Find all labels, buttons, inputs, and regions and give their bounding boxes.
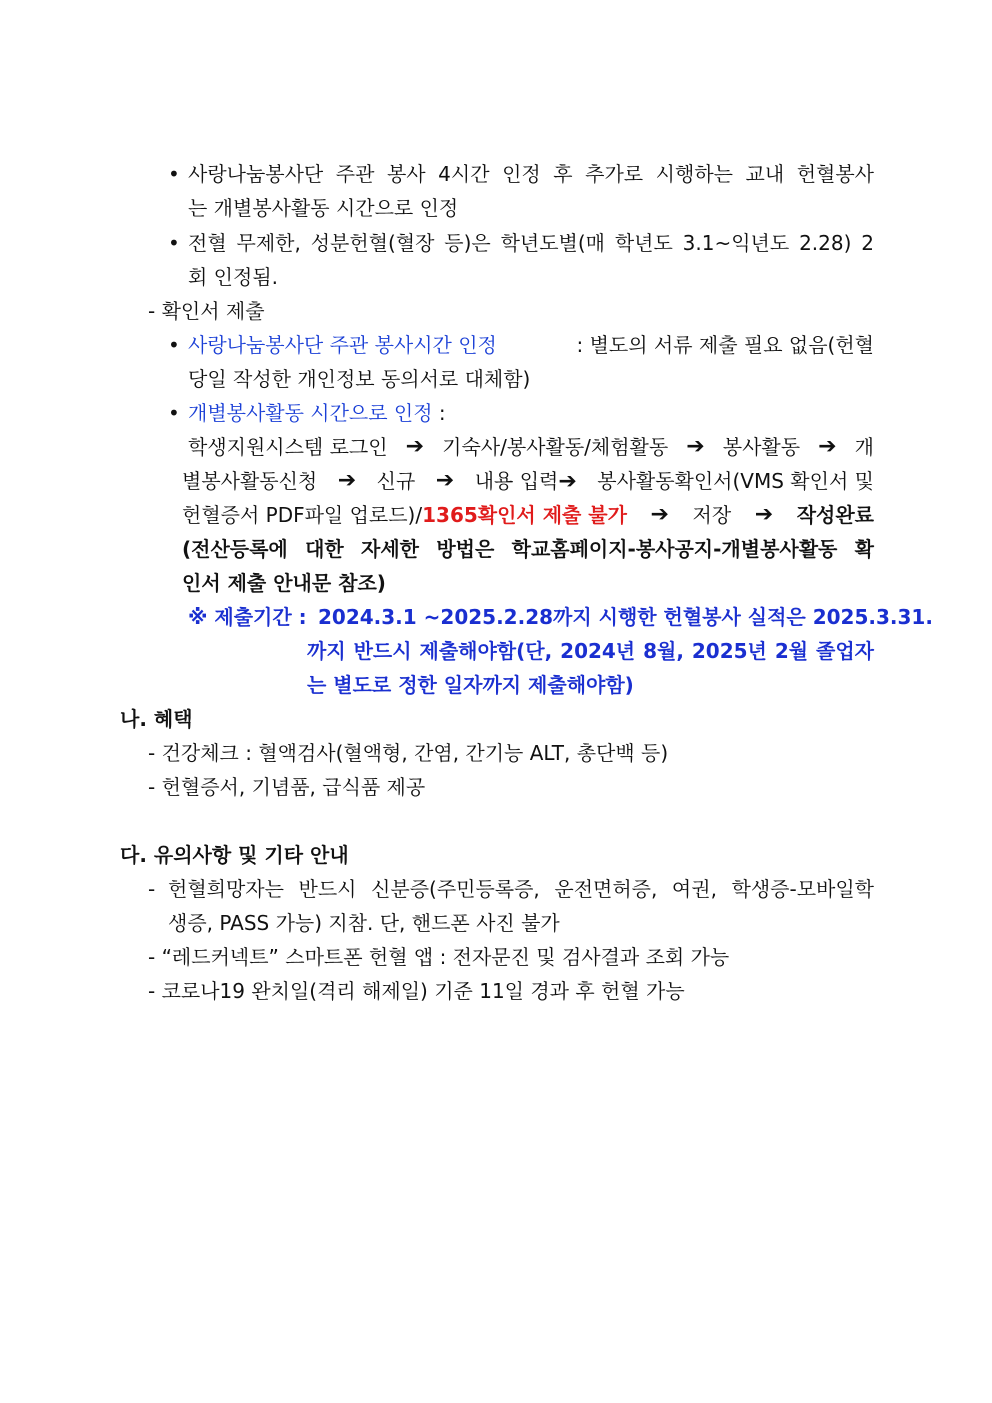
notes-item3: - 코로나19 완치일(격리 해제일) 기준 11일 경과 후 헌혈 가능 (148, 979, 685, 1003)
step-volunteer: 봉사활동 (722, 435, 801, 459)
arrow-right-icon: ➔ (337, 468, 357, 493)
arrow-right-icon: ➔ (818, 434, 837, 459)
step-upload: 헌혈증서 PDF파일 업로드)/1365확인서 제출 불가 (182, 503, 627, 527)
arrow-right-icon: ➔ (754, 502, 774, 527)
submission-heading: - 확인서 제출 (148, 299, 265, 323)
step-complete: 작성완료 (796, 503, 874, 527)
benefits-heading: 나. 혜택 (120, 707, 193, 731)
submission-note-line2: 인서 제출 안내문 참조) (182, 571, 386, 595)
submission-item1-highlight: 사랑나눔봉사단 주관 봉사시간 인정 (188, 333, 497, 357)
step-menu: 기숙사/봉사활동/체험활동 (442, 435, 669, 459)
notes-item1-line1: 헌혈희망자는 반드시 신분증(주민등록증, 운전면허증, 여권, 학생증-모바일학 (168, 877, 874, 901)
submission-item2-rest: : (432, 401, 446, 425)
benefits-item2: - 헌혈증서, 기념품, 급식품 제공 (148, 775, 426, 799)
notes-heading: 다. 유의사항 및 기타 안내 (120, 843, 349, 867)
recognition-bullet1-line2: 는 개별봉사활동 시간으로 인정 (188, 196, 459, 220)
notes-item2: - “레드커넥트” 스마트폰 헌혈 앱 : 전자문진 및 검사결과 조회 가능 (148, 945, 730, 969)
dash-marker: - (148, 877, 156, 901)
notes-item1-line2: 생증, PASS 가능) 지참. 단, 핸드폰 사진 불가 (168, 911, 560, 935)
arrow-right-icon: ➔ (405, 434, 425, 459)
recognition-bullet2-line2: 회 인정됨. (188, 265, 278, 289)
period-line3: 는 별도로 정한 일자까지 제출해야함) (307, 673, 634, 697)
steps-line3 (182, 498, 874, 532)
period-label: ※ 제출기간 : (188, 605, 307, 629)
arrow-right-icon: ➔ (650, 502, 669, 527)
submission-item1-rest: : 별도의 서류 제출 필요 없음(헌혈 (576, 333, 874, 357)
warning-1365-not-accepted: 1365확인서 제출 불가 (422, 503, 627, 527)
recognition-bullet2-line1: 전혈 무제한, 성분헌혈(혈장 등)은 학년도별(매 학년도 3.1~익년도 2.28) 2 (188, 231, 874, 255)
bullet-icon: • (168, 333, 180, 357)
bullet-icon: • (168, 231, 180, 255)
steps-line2 (182, 464, 874, 498)
period-line1: 2024.3.1 ~2025.2.28까지 시행한 헌혈봉사 실적은 2025.3.31. (318, 605, 933, 629)
step-input: 내용 입력➔ (474, 469, 577, 494)
bullet-icon: • (168, 162, 180, 186)
arrow-right-icon: ➔ (435, 468, 455, 493)
arrow-right-icon: ➔ (686, 434, 705, 459)
submission-item2-highlight: 개별봉사활동 시간으로 인정 (188, 401, 433, 425)
benefits-item1: - 건강체크 : 혈액검사(혈액형, 간염, 간기능 ALT, 총단백 등) (148, 741, 669, 765)
step-new: 신규 (376, 469, 416, 493)
recognition-bullet1-line1: 사랑나눔봉사단 주관 봉사 4시간 인정 후 추가로 시행하는 교내 헌혈봉사 (188, 162, 874, 186)
steps-line1 (188, 430, 874, 464)
submission-item2-line1 (188, 396, 446, 430)
step-login: 학생지원시스템 로그인 (188, 435, 388, 459)
step-individual-start: 개 (854, 435, 874, 459)
submission-item1-line1 (188, 328, 874, 362)
arrow-right-icon: ➔ (558, 469, 577, 494)
step-individual-apply: 별봉사활동신청 (182, 469, 318, 493)
period-line2: 까지 반드시 제출해야함(단, 2024년 8월, 2025년 2월 졸업자 (307, 639, 874, 663)
bullet-icon: • (168, 401, 180, 425)
step-save: 저장 (692, 503, 732, 527)
submission-note-line1: (전산등록에 대한 자세한 방법은 학교홈페이지-봉사공지-개별봉사활동 확 (182, 537, 874, 561)
step-certificate: 봉사활동확인서(VMS 확인서 및 (597, 469, 874, 493)
submission-item1-line2: 당일 작성한 개인정보 동의서로 대체함) (188, 367, 531, 391)
